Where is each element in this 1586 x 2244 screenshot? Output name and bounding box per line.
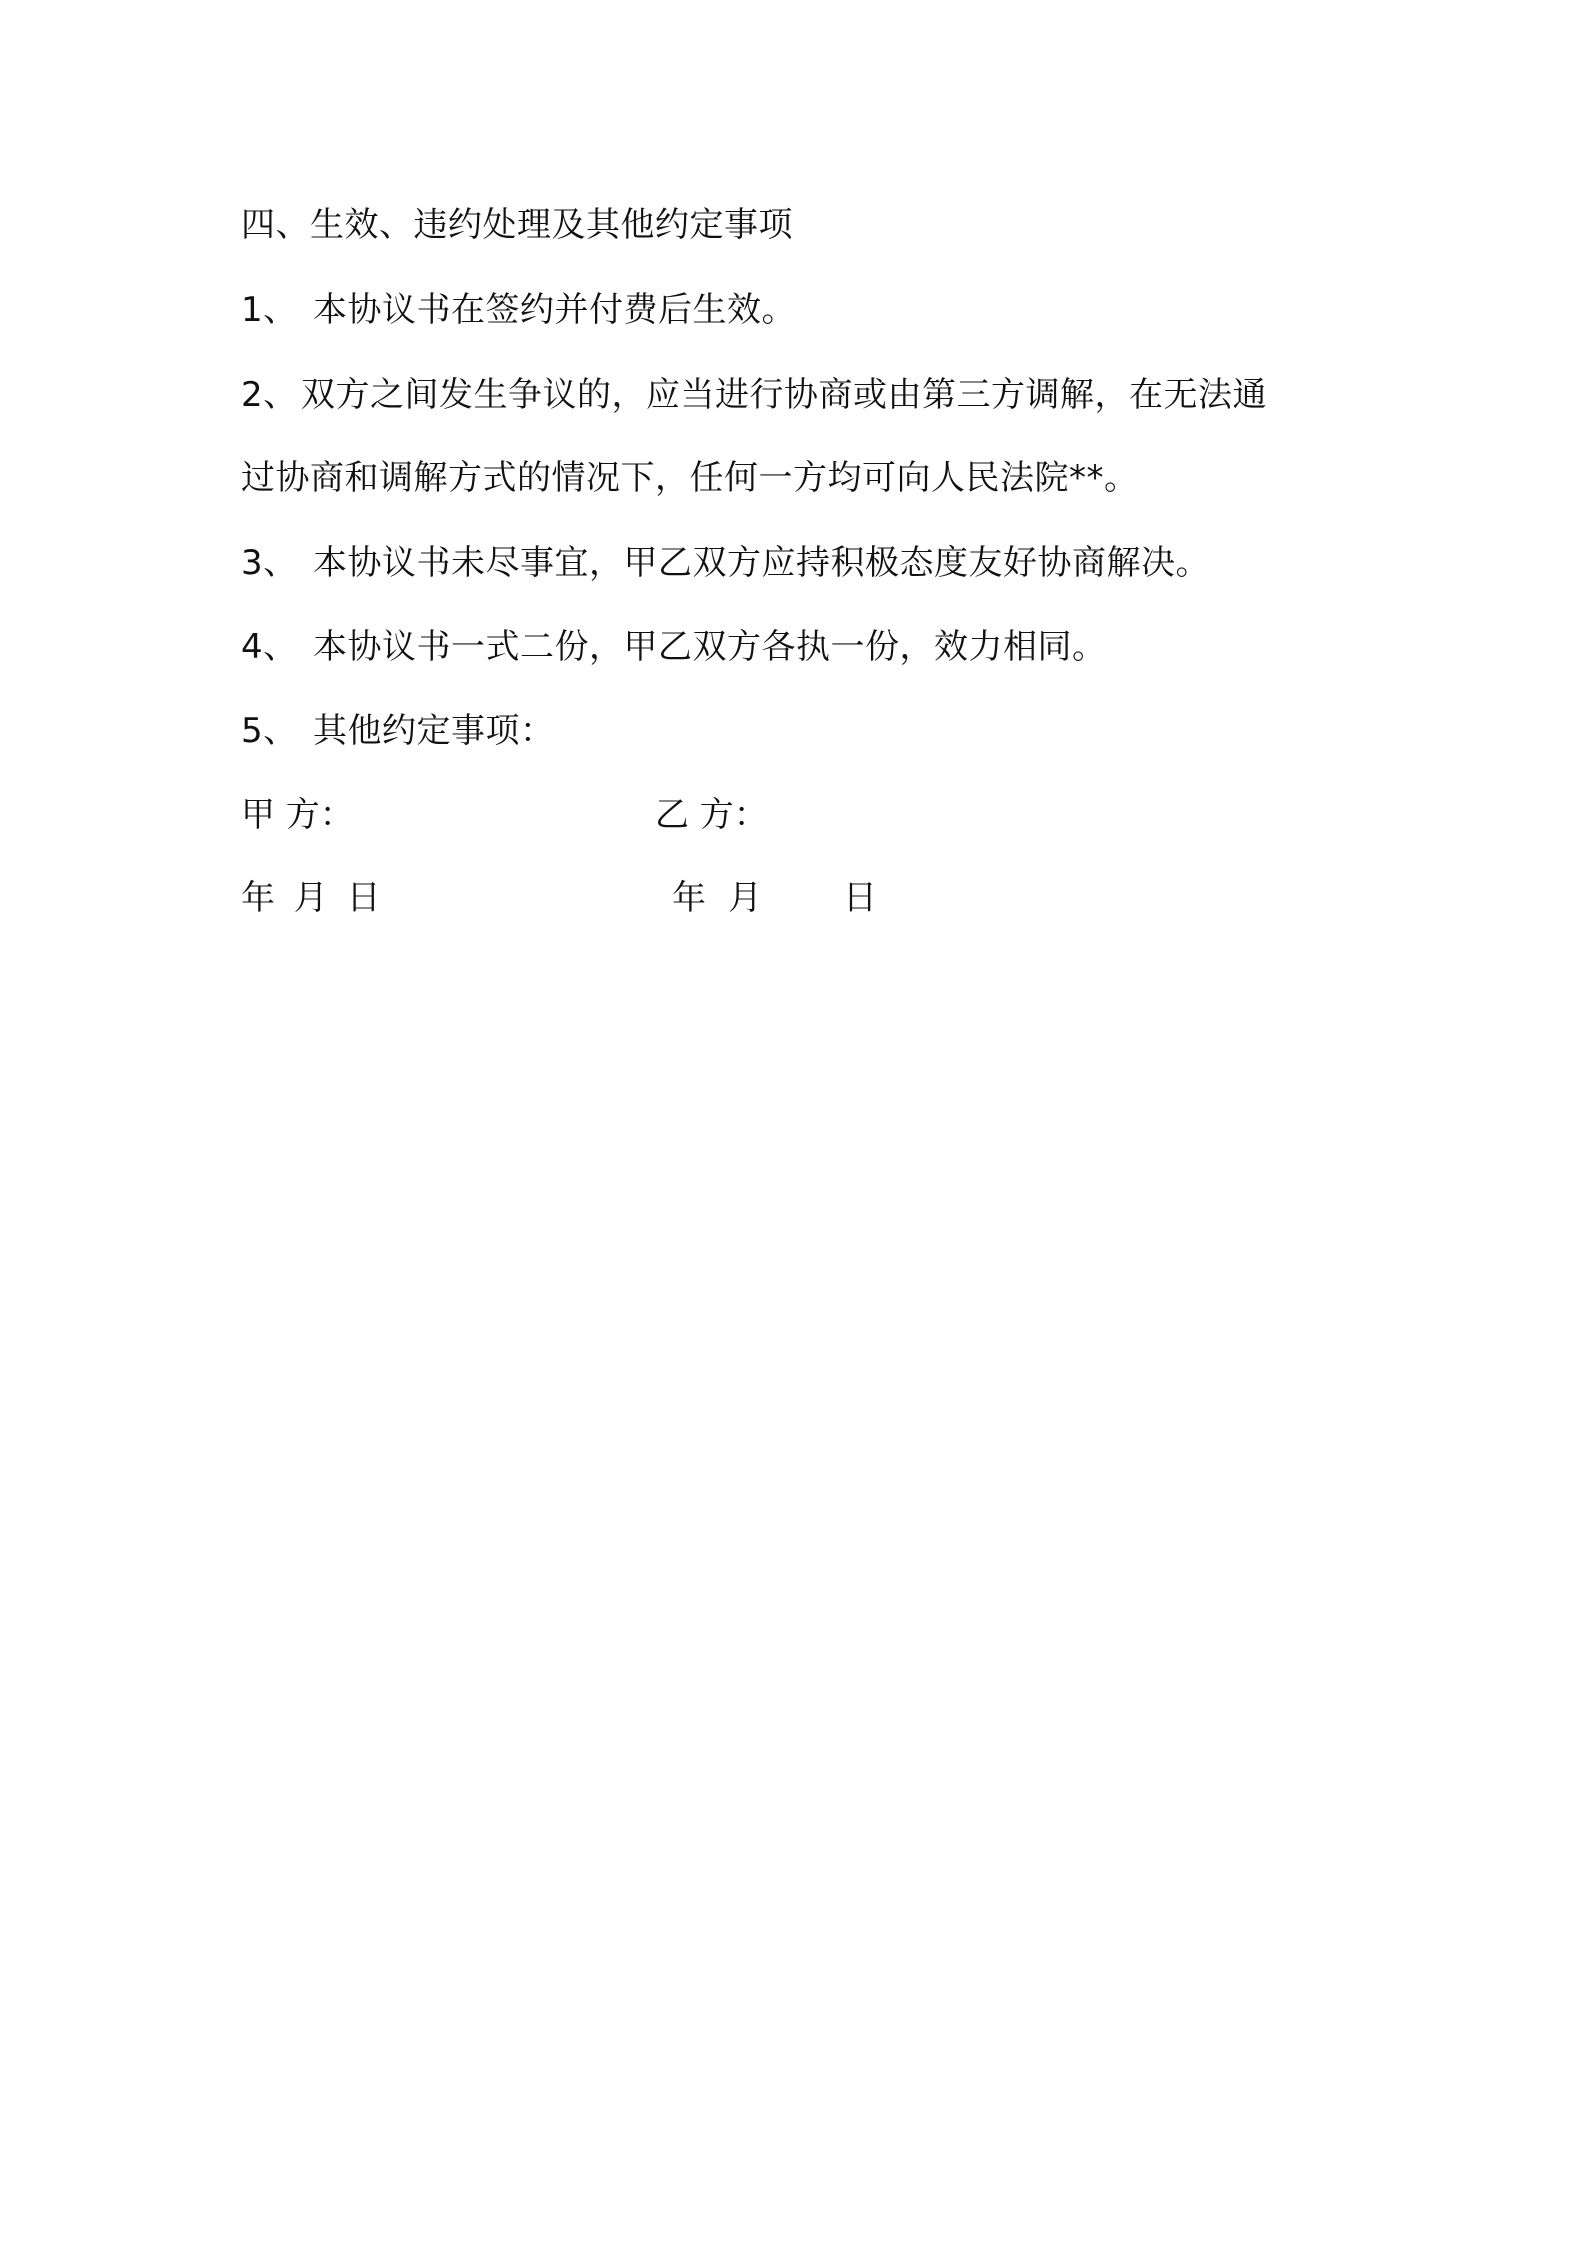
- party-b-date-day: 日: [843, 878, 877, 918]
- party-a-date: 年 月 日: [241, 878, 381, 918]
- party-b-label: 乙 方：: [655, 795, 768, 835]
- item-text: 本协议书未尽事宜，甲乙双方应持积极态度友好协商解决。: [313, 543, 1210, 583]
- item-text: 双方之间发生争议的，应当进行协商或由第三方调解，在无法通: [301, 375, 1267, 415]
- list-item-continuation: 过协商和调解方式的情况下，任何一方均可向人民法院**。: [241, 458, 1139, 498]
- item-text: 本协议书一式二份，甲乙双方各执一份，效力相同。: [313, 627, 1107, 667]
- item-number: 4、: [241, 627, 298, 667]
- list-item: [241, 290, 796, 330]
- party-a-label: 甲 方：: [241, 795, 354, 835]
- list-item: [241, 711, 555, 751]
- item-text: 其他约定事项：: [313, 711, 555, 751]
- item-number: 1、: [241, 290, 298, 330]
- item-text: 本协议书在签约并付费后生效。: [313, 290, 796, 330]
- item-number: 3、: [241, 543, 298, 583]
- list-item: [241, 627, 1107, 667]
- item-number: 5、: [241, 711, 298, 751]
- list-item: [241, 543, 1210, 583]
- list-item: [241, 375, 1267, 415]
- section-heading: 四、生效、违约处理及其他约定事项: [241, 205, 793, 245]
- party-b-date-month: 月: [728, 878, 762, 918]
- party-b-date-year: 年: [672, 878, 706, 918]
- item-number: 2、: [241, 375, 298, 415]
